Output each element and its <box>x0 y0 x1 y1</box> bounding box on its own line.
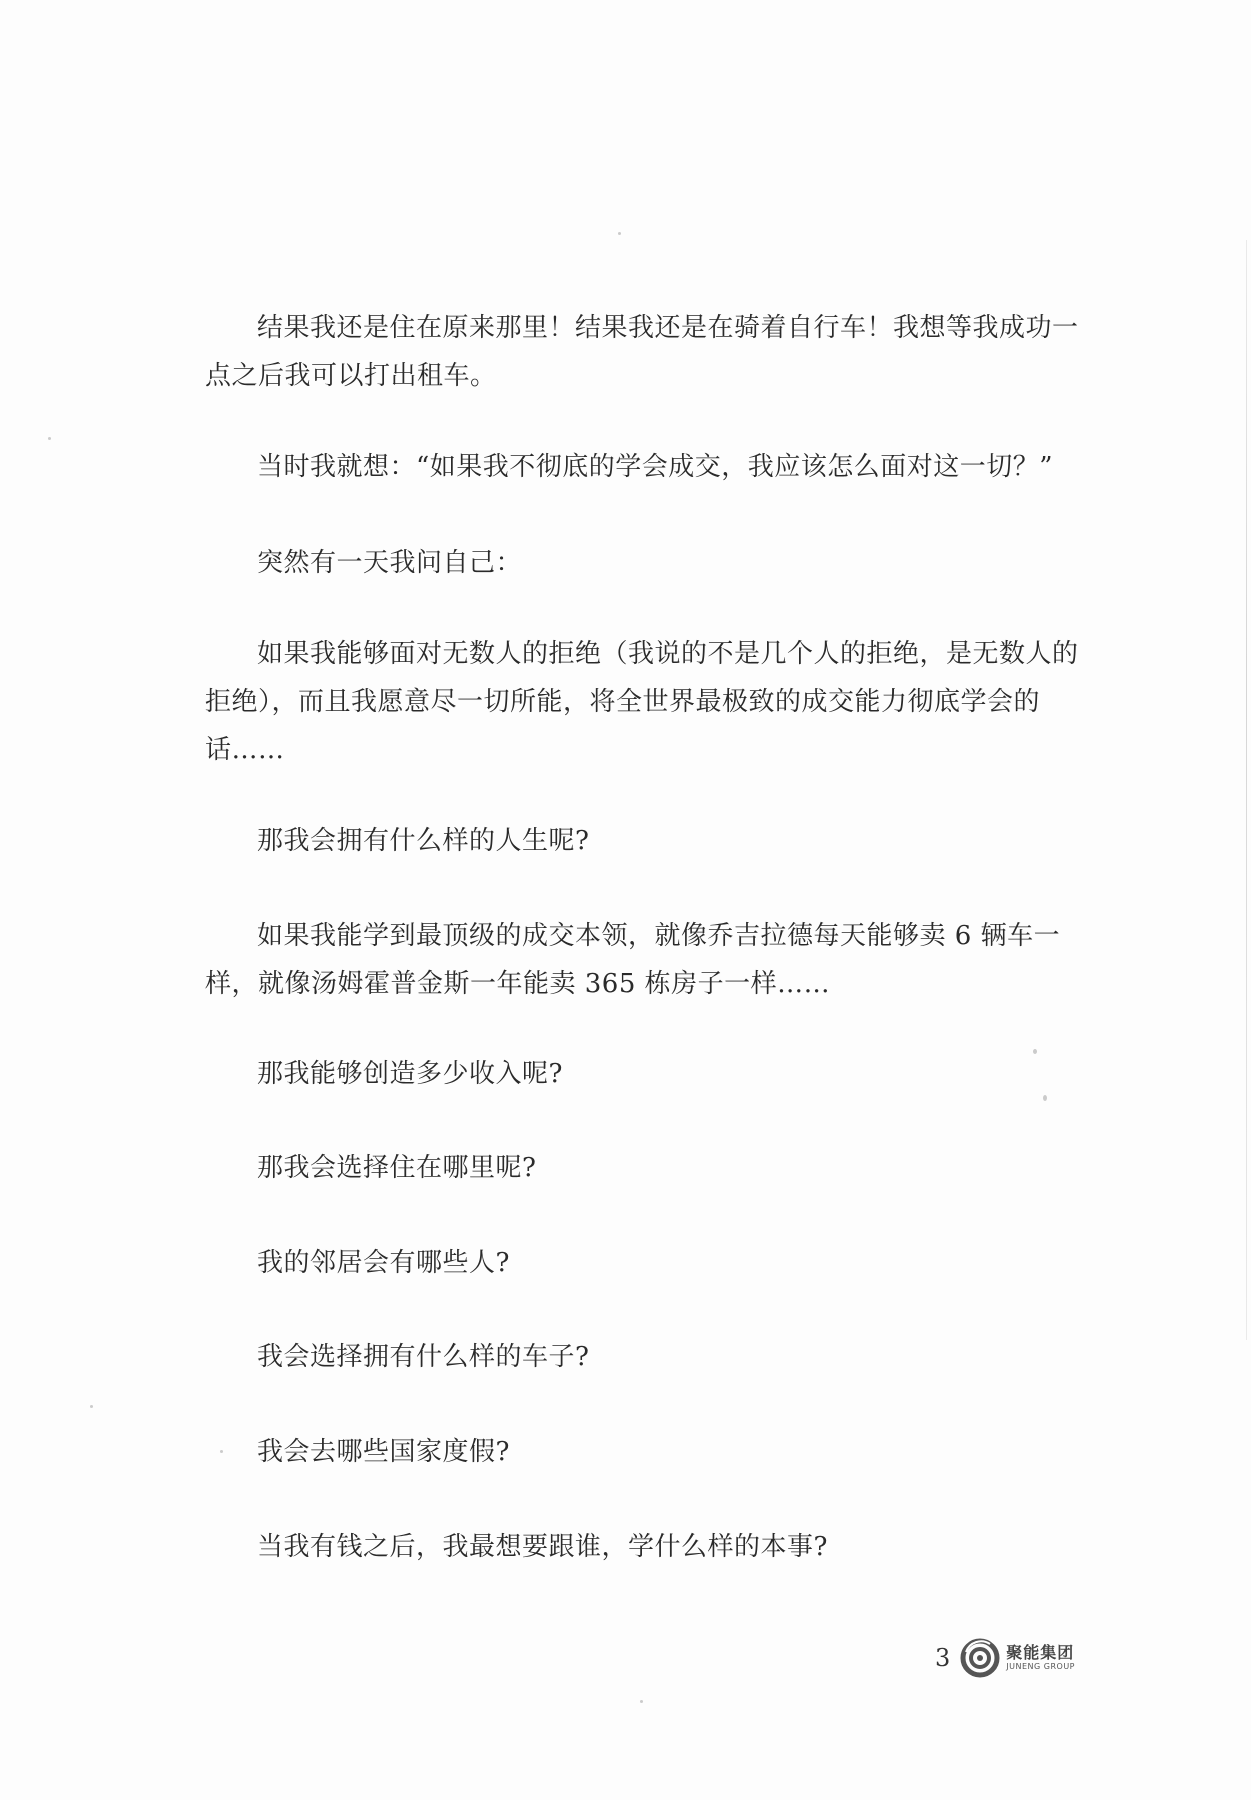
scan-speck <box>90 1405 93 1408</box>
scan-speck <box>640 1700 643 1703</box>
paragraph-11: 我会去哪些国家度假? <box>257 1437 510 1467</box>
scan-speck <box>1033 1049 1037 1054</box>
page-number: 3 <box>935 1644 951 1672</box>
logo-name-cn: 聚能集团 <box>1006 1643 1075 1662</box>
scan-speck <box>220 1450 223 1453</box>
paragraph-6: 如果我能学到最顶级的成交本领，就像乔吉拉德每天能够卖 6 辆车一样，就像汤姆霍普金斯一年能卖 365 栋房子一样…… <box>205 921 1061 999</box>
paragraph-9: 我的邻居会有哪些人? <box>257 1248 510 1278</box>
paragraph-5: 那我会拥有什么样的人生呢? <box>257 826 590 856</box>
scan-edge-shadow <box>1246 240 1247 1340</box>
company-logo-text <box>1006 1644 1075 1672</box>
paragraph-4: 如果我能够面对无数人的拒绝（我说的不是几个人的拒绝，是无数人的拒绝），而且我愿意尽一切所能，将全世界最极致的成交能力彻底学会的话…… <box>205 639 1079 765</box>
paragraph-7: 那我能够创造多少收入呢? <box>257 1059 563 1089</box>
paragraph-8: 那我会选择住在哪里呢? <box>257 1153 537 1183</box>
logo-name-en: JUNENG GROUP <box>1006 1662 1075 1671</box>
paragraph-12: 当我有钱之后，我最想要跟谁，学什么样的本事? <box>257 1532 828 1562</box>
paragraph-10: 我会选择拥有什么样的车子? <box>257 1342 590 1372</box>
paragraph-3: 突然有一天我问自己： <box>257 548 523 578</box>
page-footer <box>935 1638 1075 1678</box>
paragraph-2: 当时我就想：“如果我不彻底的学会成交，我应该怎么面对这一切？” <box>257 452 1054 482</box>
scan-speck <box>48 437 51 440</box>
paragraph-1: 结果我还是住在原来那里！结果我还是在骑着自行车！我想等我成功一点之后我可以打出租车。 <box>205 313 1079 391</box>
scan-speck <box>1043 1095 1047 1101</box>
scan-speck <box>618 232 621 235</box>
company-logo-icon <box>960 1638 1000 1678</box>
